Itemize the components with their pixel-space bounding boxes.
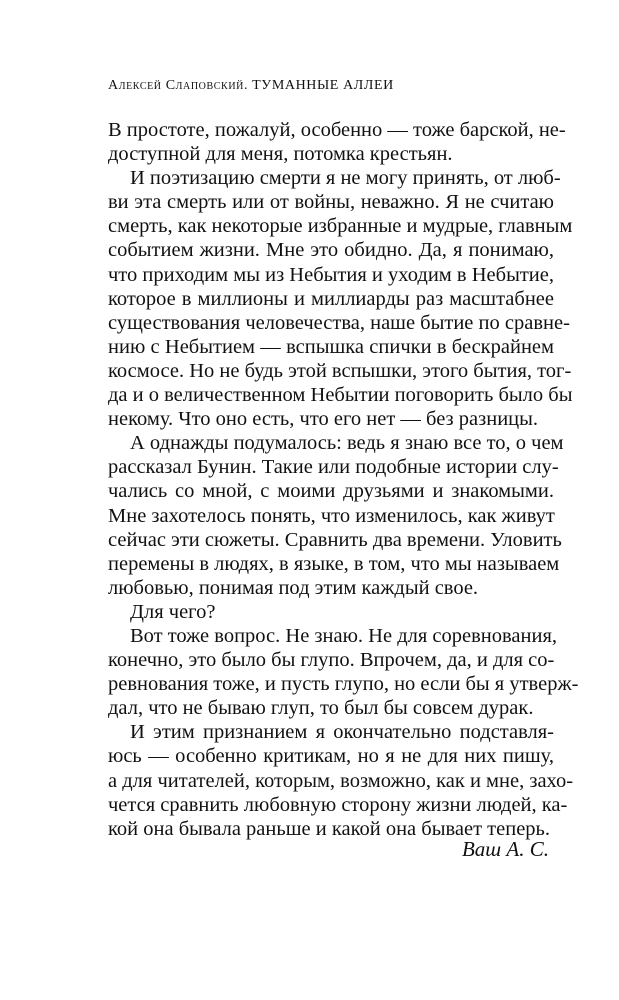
text-line: да и о величественном Небытии поговорить было бы [108, 384, 573, 407]
text-line: нию с Небытием — вспышка спички в бескрайнем [108, 335, 554, 358]
signature: Ваш А. С. [461, 837, 549, 861]
text-line: ви эта смерть или от войны, неважно. Я не считаю [108, 191, 554, 214]
text-line: событием жизни. Мне это обидно. Да, я понимаю, [108, 239, 554, 262]
body-text [108, 118, 579, 841]
text-line: Вот тоже вопрос. Не знаю. Не для соревнования, [130, 624, 558, 647]
text-line: а для читателей, которым, возможно, как и мне, захо- [108, 769, 574, 792]
text-line: конечно, это было бы глупо. Впрочем, да, и для со- [108, 649, 555, 672]
text-line: что приходим мы из Небытия и уходим в Небытие, [108, 263, 554, 286]
text-line: существования человечества, наше бытие по сравне- [108, 311, 570, 334]
text-line: Для чего? [130, 600, 216, 623]
running-header: Алексей Слаповский. ТУМАННЫЕ АЛЛЕИ [108, 78, 394, 93]
text-line: Мне захотелось понять, что изменилось, как живут [108, 504, 555, 527]
text-line: И этим признанием я окончательно подставля- [130, 721, 554, 744]
text-line: некому. Что оно есть, что его нет — без разницы. [108, 408, 539, 431]
text-line: А однажды подумалось: ведь я знаю все то, о чем [130, 432, 564, 455]
text-line: чется сравнить любовную сторону жизни людей, ка- [108, 793, 568, 816]
text-line: дал, что не бываю глуп, то был бы совсем дурак. [108, 697, 534, 720]
text-line: И поэтизацию смерти я не могу принять, от люб- [130, 167, 561, 190]
text-line: ревнования тоже, и пусть глупо, но если бы я утверж- [108, 673, 579, 696]
text-line: чались со мной, с моими друзьями и знакомыми. [108, 480, 554, 503]
text-line: рассказал Бунин. Такие или подобные истории слу- [108, 456, 559, 479]
text-line: В простоте, пожалуй, особенно — тоже барской, не- [108, 119, 566, 141]
text-line: сейчас эти сюжеты. Сравнить два времени. Уловить [108, 528, 562, 551]
text-line: смерть, как некоторые избранные и мудрые, главным [108, 215, 573, 238]
text-line: кой она бывала раньше и какой она бывает теперь. [108, 817, 551, 840]
text-line: юсь — особенно критикам, но я не для них пишу, [108, 745, 554, 768]
text-line: доступной для меня, потомка крестьян. [108, 143, 453, 166]
text-line: космосе. Но не будь этой вспышки, этого бытия, тог- [108, 359, 572, 382]
text-line: любовью, понимая под этим каждый свое. [108, 576, 479, 599]
text-line: перемены в людях, в языке, в том, что мы называем [108, 552, 560, 575]
text-line: которое в миллионы и миллиарды раз масштабнее [108, 287, 554, 310]
